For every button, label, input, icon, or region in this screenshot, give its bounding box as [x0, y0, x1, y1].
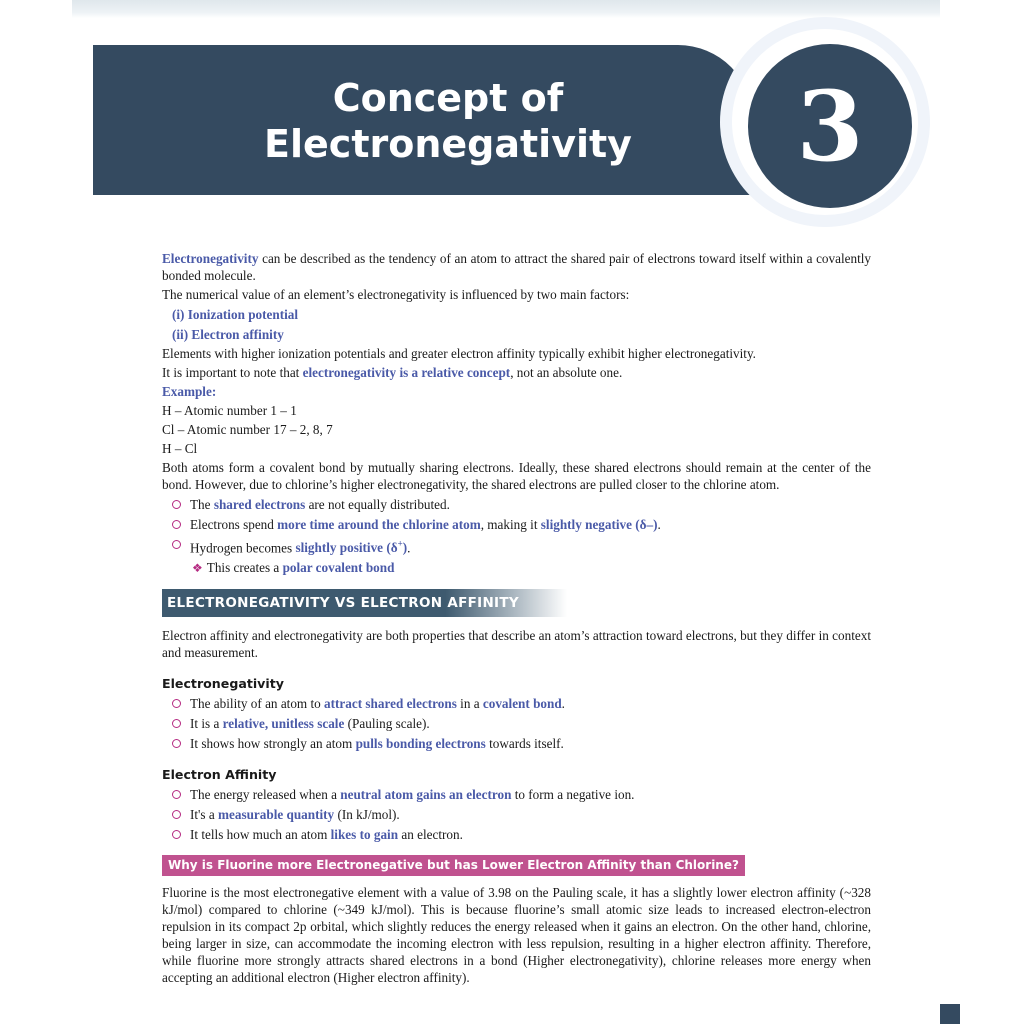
example-line-h: H – Atomic number 1 – 1	[162, 403, 297, 418]
ea2-highlight: measurable quantity	[218, 807, 335, 823]
b1-highlight: shared electrons	[213, 497, 306, 512]
en1-mid: in a	[456, 696, 483, 712]
ea3-highlight: likes to gain	[330, 827, 399, 843]
b3-pre: Hydrogen becomes	[190, 540, 296, 556]
page-content	[162, 250, 871, 986]
relative-concept-statement	[162, 364, 871, 381]
page-corner-marker	[940, 1004, 960, 1024]
ea1-pre: The energy released when a	[190, 787, 341, 803]
example-line-cl: Cl – Atomic number 17 – 2, 8, 7	[162, 422, 333, 437]
top-decorative-strip	[72, 0, 940, 18]
list-item	[170, 735, 871, 752]
factor-electron-affinity: (ii) Electron affinity	[172, 327, 284, 342]
relative-post: , not an absolute one.	[510, 365, 623, 380]
b3-superscript: +	[397, 539, 403, 549]
bond-bullet-list	[170, 496, 871, 556]
ea1-highlight: neutral atom gains an electron	[340, 787, 512, 803]
en3-post: towards itself.	[485, 736, 564, 752]
relative-highlight: electronegativity is a relative concept	[302, 365, 511, 380]
question-answer: Fluorine is the most electronegative element with a value of 3.98 on the Pauling scale, it has a slightly lower electron affinity (~328 kJ/mol) compared to chlorine (~349 kJ/mol). This is because fluorine’s small atomic size leads to increased electron-electron repulsion in its compact 2p orbital, which slightly reduces the energy released when it gains an electron. On the other hand, chlorine, being larger in size, can accommodate the incoming electron with less repulsion, resulting in a higher electron affinity. Therefore, while fluorine more strongly attracts shared electrons in a bond (Higher electronegativity), chlorine releases more energy when accepting an additional electron (Higher electron affinity).	[162, 885, 871, 986]
electronegativity-list	[170, 695, 871, 752]
chapter-number-badge: 3	[748, 44, 912, 208]
electron-affinity-list	[170, 786, 871, 843]
example-label: Example:	[162, 384, 217, 399]
list-item	[170, 715, 871, 732]
electronegativity-heading: Electronegativity	[162, 676, 284, 692]
b2-mid: , making it	[480, 517, 541, 532]
question-heading: Why is Fluorine more Electronegative but has Lower Electron Affinity than Chlorine?	[162, 855, 745, 876]
ea3-pre: It tells how much an atom	[190, 827, 331, 843]
sub-pre: This creates a	[206, 560, 283, 576]
definition-term: Electronegativity	[162, 251, 259, 266]
relative-pre: It is important to note that	[162, 365, 303, 380]
ea2-post: (In kJ/mol).	[334, 807, 400, 823]
ea2-pre: It's a	[190, 807, 219, 823]
higher-en-statement: Elements with higher ionization potentials and greater electron affinity typically exhibit higher electronegativity.	[162, 346, 756, 361]
b1-post: are not equally distributed.	[305, 497, 450, 512]
en1-highlight-2: covalent bond	[482, 696, 562, 712]
electron-affinity-heading: Electron Affinity	[162, 767, 277, 783]
polar-bond-sub-bullet	[192, 559, 871, 577]
b3-highlight-text: slightly positive (δ	[295, 540, 398, 556]
section-intro: Electron affinity and electronegativity are both properties that describe an atom’s attraction toward electrons, but they differ in context and measurement.	[162, 628, 871, 661]
en1-highlight-1: attract shared electrons	[324, 696, 457, 712]
b3-highlight	[295, 540, 407, 555]
b2-pre: Electrons spend	[190, 517, 278, 532]
chapter-title	[93, 75, 803, 167]
ea1-post: to form a negative ion.	[511, 787, 635, 803]
en1-pre: The ability of an atom to	[190, 696, 325, 712]
list-item	[170, 786, 871, 803]
sub-highlight: polar covalent bond	[282, 560, 395, 576]
en2-pre: It is a	[190, 716, 223, 732]
factors-intro: The numerical value of an element’s electronegativity is influenced by two main factors:	[162, 287, 630, 302]
list-item	[170, 516, 871, 533]
en3-pre: It shows how strongly an atom	[190, 736, 356, 752]
list-item	[170, 826, 871, 843]
en2-post: (Pauling scale).	[344, 716, 430, 732]
en1-post: .	[561, 696, 565, 712]
example-line-hcl: H – Cl	[162, 441, 198, 456]
list-item	[170, 496, 871, 513]
chapter-title-line-2: Electronegativity	[264, 122, 632, 166]
b3-post: .	[407, 540, 411, 556]
bond-paragraph: Both atoms form a covalent bond by mutually sharing electrons. Ideally, these shared electrons should remain at the center of the bond. However, due to chlorine’s higher electronegativity, the shared electrons are pulled closer to the chlorine atom.	[162, 460, 871, 492]
b3-highlight-end: )	[402, 540, 408, 556]
b2-highlight-2: slightly negative (δ–)	[540, 517, 658, 532]
factor-ionization-potential: (i) Ionization potential	[172, 307, 299, 322]
definition-text: can be described as the tendency of an atom to attract the shared pair of electrons toward itself within a covalently bonded molecule.	[162, 251, 871, 283]
list-item	[170, 536, 871, 556]
en2-highlight: relative, unitless scale	[222, 716, 345, 732]
b2-post: .	[657, 517, 661, 532]
list-item	[170, 695, 871, 712]
list-item	[170, 806, 871, 823]
b2-highlight-1: more time around the chlorine atom	[277, 517, 481, 532]
diamond-bullet-icon: ❖	[192, 561, 203, 576]
section-heading-en-vs-ea: ELECTRONEGATIVITY VS ELECTRON AFFINITY	[162, 589, 567, 617]
en3-highlight: pulls bonding electrons	[355, 736, 486, 752]
ea3-post: an electron.	[398, 827, 463, 843]
definition-paragraph	[162, 250, 871, 284]
chapter-title-line-1: Concept of	[332, 76, 564, 120]
b1-pre: The	[190, 497, 214, 512]
